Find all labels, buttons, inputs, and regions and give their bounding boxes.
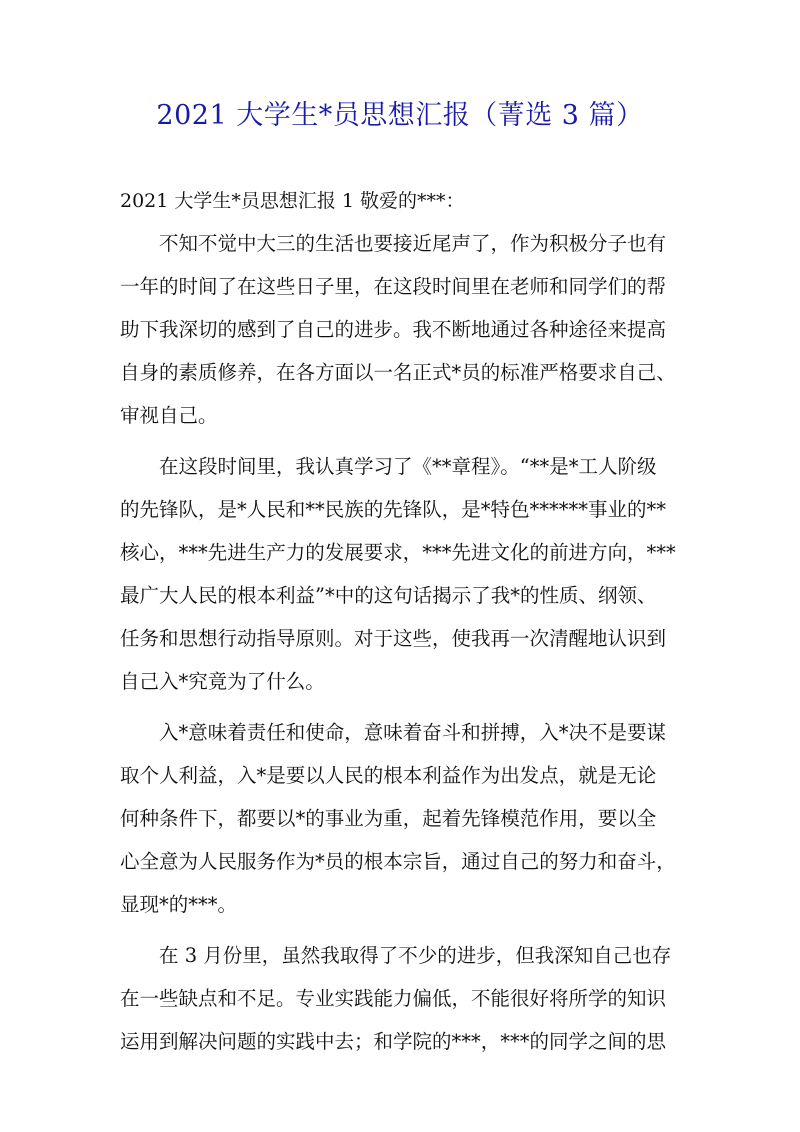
paragraph-line: 在一些缺点和不足。专业实践能力偏低，不能很好将所学的知识 — [120, 987, 667, 1010]
document-title: 2021 大学生*员思想汇报（菁选 3 篇） — [156, 100, 644, 131]
paragraph-line: 取个人利益，入*是要以人民的根本利益作为出发点，就是无论 — [120, 764, 657, 787]
paragraph-line: 入*意味着责任和使命，意味着奋斗和拼搏，入*决不是要谋 — [159, 721, 667, 744]
paragraph-line: 自身的素质修养，在各方面以一名正式*员的标准严格要求自己、 — [120, 361, 676, 384]
paragraph-line: 在 3 月份里，虽然我取得了不少的进步，但我深知自己也存 — [159, 944, 672, 967]
paragraph-line: 助下我深切的感到了自己的进步。我不断地通过各种途径来提高 — [120, 318, 667, 341]
paragraph-line: 最广大人民的根本利益”*中的这句话揭示了我*的性质、纲领、 — [120, 584, 657, 607]
paragraph-line: 一年的时间了在这些日子里，在这段时间里在老师和同学们的帮 — [120, 275, 667, 298]
paragraph-2 — [120, 445, 680, 703]
paragraph-line: 不知不觉中大三的生活也要接近尾声了，作为积极分子也有 — [159, 232, 667, 255]
paragraph-line: 显现*的***。 — [120, 893, 238, 916]
paragraph-line: 的先锋队，是*人民和**民族的先锋队，是*特色******事业的** — [120, 498, 667, 521]
paragraph-line: 核心，***先进生产力的发展要求，***先进文化的前进方向，*** — [120, 541, 676, 564]
paragraph-3 — [120, 711, 680, 926]
paragraph-line: 运用到解决问题的实践中去；和学院的***，***的同学之间的思 — [120, 1030, 667, 1053]
paragraph-line: 审视自己。 — [120, 404, 218, 427]
paragraph-line: 自己入*究竟为了什么。 — [120, 670, 325, 693]
intro-line: 2021 大学生*员思想汇报 1 敬爱的***： — [120, 190, 465, 212]
paragraph-4 — [120, 934, 680, 1063]
document-body — [120, 180, 680, 1071]
paragraph-line: 任务和思想行动指导原则。对于这些，使我再一次清醒地认识到 — [120, 627, 667, 650]
paragraph-line: 心全意为人民服务作为*员的根本宗旨，通过自己的努力和奋斗， — [120, 850, 676, 873]
paragraph-1 — [120, 222, 680, 437]
paragraph-line: 何种条件下，都要以*的事业为重，起着先锋模范作用，要以全 — [120, 807, 657, 830]
paragraph-line: 在这段时间里，我认真学习了《**章程》。“**是*工人阶级 — [159, 455, 657, 478]
